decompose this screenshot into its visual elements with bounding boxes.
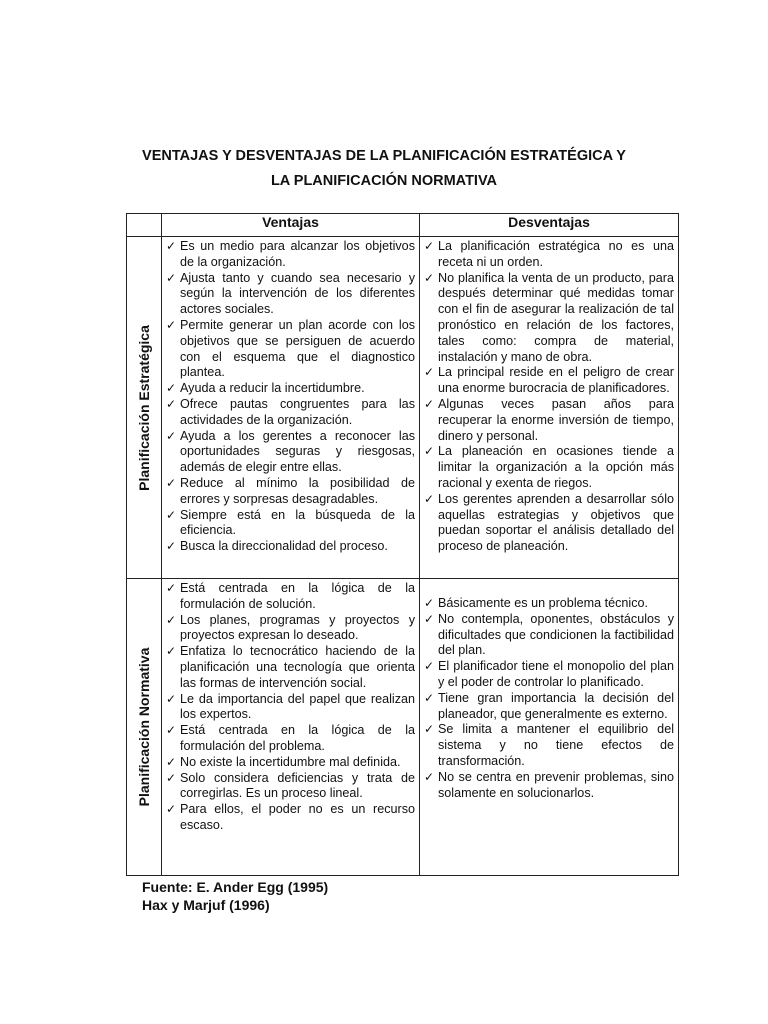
list-item-text: Reduce al mínimo la posibilidad de errores y sorpresas desagradables. (180, 475, 415, 506)
list-item-text: Enfatiza lo tecnocrático haciendo de la planificación una tecnología que orienta las formas de intervención social. (180, 644, 415, 690)
check-icon: ✓ (166, 644, 177, 659)
table-row-normativa (127, 579, 679, 876)
list-item-text: Tiene gran importancia la decisión del planeador, que generalmente es externo. (438, 690, 674, 721)
list-item-text: La principal reside en el peligro de crear una enorme burocracia de planificadores. (438, 365, 674, 396)
list-item (424, 239, 674, 271)
cell-desventajas-estrategica (420, 237, 679, 579)
list-item (166, 397, 415, 429)
check-icon: ✓ (424, 444, 435, 459)
list-item (424, 659, 674, 691)
list-item (424, 444, 674, 491)
check-icon: ✓ (424, 270, 435, 285)
list-item-text: No planifica la venta de un producto, para después determinar qué medidas tomar con el fin de asegurar la realización de tal pronóstico en relación de los factores, tales como: compra de material, instalación y mano de obra. (438, 270, 674, 364)
check-icon: ✓ (166, 691, 177, 706)
ventajas-list (162, 237, 419, 558)
list-item-text: Permite generar un plan acorde con los objetivos que se persiguen de acuerdo con el esquema que el diagnostico plantea. (180, 317, 415, 380)
list-item-text: Se limita a mantener el equilibrio del sistema y no tiene efectos de transformación. (438, 722, 674, 768)
check-icon: ✓ (166, 317, 177, 332)
check-icon: ✓ (166, 507, 177, 522)
table-header-row (127, 214, 679, 237)
cell-ventajas-estrategica (162, 237, 420, 579)
check-icon: ✓ (424, 596, 435, 610)
header-ventajas: Ventajas (162, 214, 420, 237)
list-item (166, 771, 415, 803)
list-item-text: Algunas veces pasan años para recuperar la enorme inversión de tiempo, dinero y personal. (438, 396, 674, 443)
check-icon: ✓ (166, 539, 177, 554)
check-icon: ✓ (424, 769, 435, 784)
list-item (424, 397, 674, 444)
check-icon: ✓ (166, 475, 177, 490)
list-item-text: No existe la incertidumbre mal definida. (180, 754, 401, 769)
list-item-text: Es un medio para alcanzar los objetivos de la organización. (180, 239, 415, 269)
check-icon: ✓ (424, 491, 435, 506)
list-item (424, 691, 674, 723)
row-label-cell (127, 237, 162, 579)
check-icon: ✓ (166, 770, 177, 785)
ventajas-list (162, 579, 419, 837)
row-label-estrategica: Planificación Estratégica (136, 324, 152, 491)
check-icon: ✓ (424, 396, 435, 411)
page-title-line-2: LA PLANIFICACIÓN NORMATIVA (270, 173, 498, 189)
cell-desventajas-normativa (420, 579, 679, 876)
list-item (424, 612, 674, 659)
check-icon: ✓ (166, 612, 177, 627)
list-item (424, 596, 674, 612)
list-item-text: Solo considera deficiencias y trata de corregirlas. Es un proceso lineal. (180, 770, 415, 801)
check-icon: ✓ (424, 722, 435, 737)
list-item (166, 239, 415, 271)
comparison-table (126, 213, 679, 876)
list-item-text: No se centra en prevenir problemas, sino solamente en solucionarlos. (438, 769, 674, 800)
table-row-estrategica (127, 237, 679, 579)
header-desventajas: Desventajas (420, 214, 679, 237)
check-icon: ✓ (166, 428, 177, 443)
check-icon: ✓ (166, 723, 177, 738)
check-icon: ✓ (424, 365, 435, 380)
list-item (166, 613, 415, 645)
list-item-text: Está centrada en la lógica de la formulación de solución. (180, 581, 415, 611)
source-line-2: Hax y Marjuf (1996) (142, 897, 270, 913)
list-item-text: Ayuda a los gerentes a reconocer las oportunidades seguras y riesgosas, además de elegir entre ellas. (180, 428, 415, 475)
list-item-text: Para ellos, el poder no es un recurso escaso. (180, 802, 415, 832)
row-label-cell (127, 579, 162, 876)
list-item (166, 581, 415, 613)
list-item (166, 539, 415, 555)
list-item (424, 722, 674, 769)
list-item (166, 429, 415, 476)
list-item (166, 644, 415, 691)
list-item (166, 723, 415, 755)
list-item-text: La planeación en ocasiones tiende a limitar la organización a la opción más racional y exenta de riegos. (438, 444, 674, 490)
list-item-text: Le da importancia del papel que realizan los expertos. (180, 691, 415, 722)
desventajas-list (420, 579, 678, 804)
check-icon: ✓ (166, 802, 177, 817)
check-icon: ✓ (166, 270, 177, 285)
check-icon: ✓ (166, 581, 177, 595)
list-item (166, 381, 415, 397)
desventajas-list (420, 237, 678, 558)
check-icon: ✓ (424, 690, 435, 705)
empty-header-cell (127, 214, 162, 237)
cell-ventajas-normativa (162, 579, 420, 876)
list-item (424, 271, 674, 366)
list-item-text: Los planes, programas y proyectos y proyectos expresan lo deseado. (180, 612, 415, 643)
list-item-text: El planificador tiene el monopolio del plan y el poder de controlar lo planificado. (438, 659, 674, 689)
list-item (166, 508, 415, 540)
list-item-text: Ofrece pautas congruentes para las actividades de la organización. (180, 396, 415, 427)
check-icon: ✓ (166, 754, 177, 769)
list-item (166, 755, 415, 771)
list-item-text: Básicamente es un problema técnico. (438, 596, 649, 610)
list-item-text: Los gerentes aprenden a desarrollar sólo aquellas estrategias y objetivos que puedan soportar el análisis detallado del proceso de planeación. (438, 491, 674, 554)
check-icon: ✓ (166, 239, 177, 253)
list-item (424, 770, 674, 802)
check-icon: ✓ (424, 239, 435, 253)
source-line-1: Fuente: E. Ander Egg (1995) (142, 879, 329, 895)
list-item (166, 476, 415, 508)
page-title-line-1: VENTAJAS Y DESVENTAJAS DE LA PLANIFICACIÓN ESTRATÉGICA Y (142, 148, 626, 164)
check-icon: ✓ (166, 396, 177, 411)
list-item (424, 492, 674, 555)
list-item-text: Siempre está en la búsqueda de la eficiencia. (180, 507, 415, 538)
list-item-text: No contempla, oponentes, obstáculos y dificultades que condicionen la factibilidad del plan. (438, 611, 674, 658)
list-item (166, 318, 415, 381)
check-icon: ✓ (424, 611, 435, 626)
check-icon: ✓ (424, 659, 435, 674)
list-item-text: Busca la direccionalidad del proceso. (180, 539, 388, 554)
list-item-text: Ayuda a reducir la incertidumbre. (180, 381, 365, 396)
list-item-text: La planificación estratégica no es una receta ni un orden. (438, 239, 674, 269)
list-item-text: Ajusta tanto y cuando sea necesario y según la intervención de los diferentes actores sociales. (180, 270, 415, 317)
list-item (166, 802, 415, 834)
list-item (166, 692, 415, 724)
list-item-text: Está centrada en la lógica de la formulación del problema. (180, 723, 415, 753)
list-item (166, 271, 415, 318)
list-item (424, 365, 674, 397)
row-label-normativa: Planificación Normativa (136, 647, 152, 807)
check-icon: ✓ (166, 381, 177, 396)
